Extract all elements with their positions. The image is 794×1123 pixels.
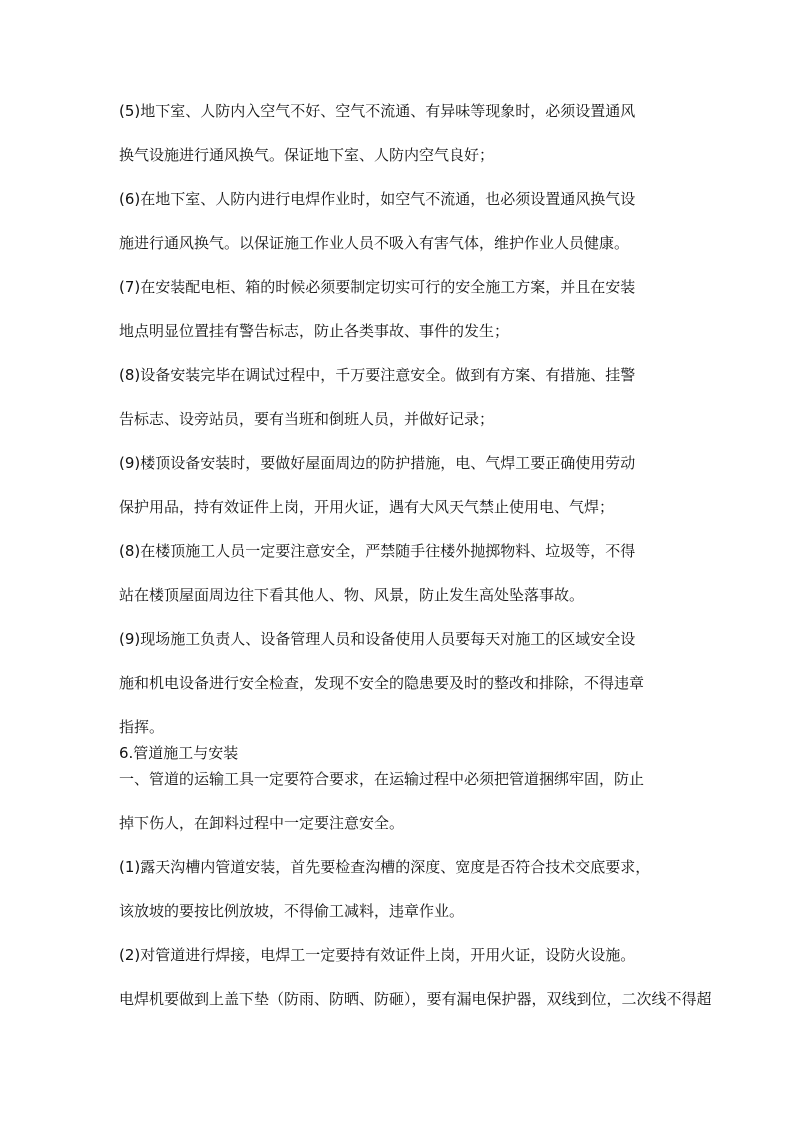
paragraph-1-line-2: 该放坡的要按比例放坡，不得偷工减料，违章作业。 — [119, 902, 465, 920]
paragraph-9b-line-1: (9)现场施工负责人、设备管理人员和设备使用人员要每天对施工的区域安全设 — [119, 630, 636, 648]
paragraph-8b-line-2: 站在楼顶屋面周边往下看其他人、物、风景，防止发生高处坠落事故。 — [119, 586, 585, 604]
paragraph-5-line-2: 换气设施进行通风换气。保证地下室、人防内空气良好； — [119, 146, 495, 164]
paragraph-8-line-2: 告标志、设旁站员，要有当班和倒班人员，并做好记录； — [119, 410, 495, 428]
paragraph-9b-line-2: 施和机电设备进行安全检查，发现不安全的隐患要及时的整改和排除，不得违章 — [119, 674, 645, 692]
paragraph-7-line-1: (7)在安装配电柜、箱的时候必须要制定切实可行的安全施工方案，并且在安装 — [119, 278, 636, 296]
paragraph-9-line-1: (9)楼顶设备安装时，要做好屋面周边的防护措施，电、气焊工要正确使用劳动 — [119, 454, 636, 472]
paragraph-7-line-2: 地点明显位置挂有警告标志，防止各类事故、事件的发生； — [119, 322, 510, 340]
paragraph-5-line-1: (5)地下室、人防内入空气不好、空气不流通、有异味等现象时，必须设置通风 — [119, 102, 636, 120]
paragraph-9-line-2: 保护用品，持有效证件上岗，开用火证，遇有大风天气禁止使用电、气焊； — [119, 498, 615, 516]
paragraph-6-line-2: 施进行通风换气。以保证施工作业人员不吸入有害气体，维护作业人员健康。 — [119, 234, 630, 252]
paragraph-1-line-1: (1)露天沟槽内管道安装，首先要检查沟槽的深度、宽度是否符合技术交底要求， — [119, 858, 651, 876]
document-body — [119, 102, 712, 1008]
paragraph-8b-line-1: (8)在楼顶施工人员一定要注意安全，严禁随手往楼外抛掷物料、垃圾等，不得 — [119, 542, 636, 560]
section-heading: 6.管道施工与安装 — [119, 744, 239, 762]
paragraph-9b-line-3: 指挥。 — [119, 718, 165, 736]
paragraph-transport-line-1: 一、管道的运输工具一定要符合要求，在运输过程中必须把管道捆绑牢固，防止 — [119, 770, 645, 788]
paragraph-6-line-1: (6)在地下室、人防内进行电焊作业时，如空气不流通，也必须设置通风换气设 — [119, 190, 636, 208]
paragraph-2-line-2: 电焊机要做到上盖下垫（防雨、防晒、防砸），要有漏电保护器，双线到位，二次线不得超 — [119, 990, 712, 1008]
paragraph-8-line-1: (8)设备安装完毕在调试过程中，千万要注意安全。做到有方案、有措施、挂警 — [119, 366, 636, 384]
paragraph-transport-line-2: 掉下伤人，在卸料过程中一定要注意安全。 — [119, 814, 405, 832]
paragraph-2-line-1: (2)对管道进行焊接，电焊工一定要持有效证件上岗，开用火证，设防火设施。 — [119, 946, 636, 964]
